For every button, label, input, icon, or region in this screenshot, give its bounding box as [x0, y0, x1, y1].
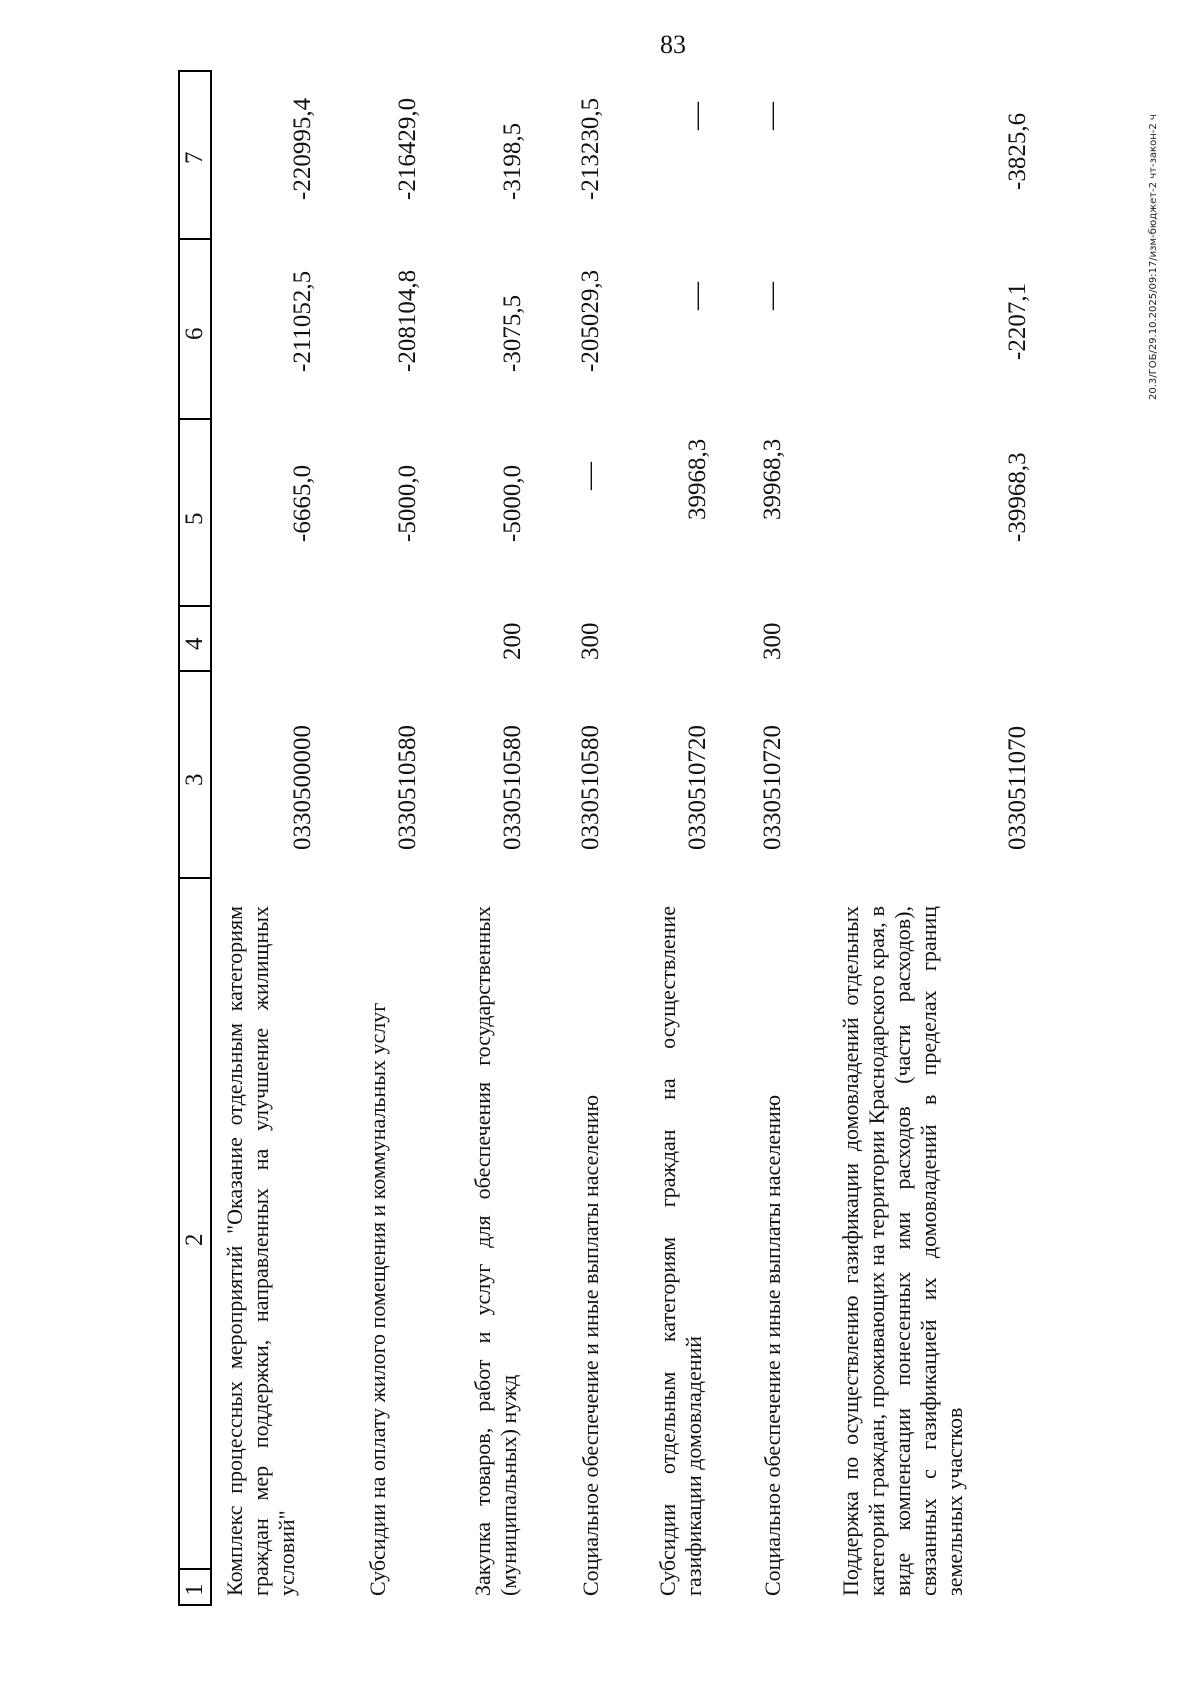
divider-5-6 [178, 418, 212, 420]
page-number: 83 [660, 30, 686, 59]
divider-3-4 [178, 670, 212, 672]
header-left-border [178, 1604, 212, 1606]
divider-1-2 [178, 1568, 212, 1570]
row-2-code: 0330510580 [394, 725, 421, 850]
row-7-code: 0330511070 [1004, 725, 1031, 850]
row-3-code: 0330510580 [499, 725, 526, 850]
row-4-col5: — [574, 462, 605, 490]
row-6-code: 0330510720 [759, 725, 786, 850]
row-6-col6: — [756, 282, 787, 310]
row-1-col5: -6665,0 [289, 464, 316, 542]
row-6-description: Социальное обеспечение и иные выплаты населению [760, 1094, 785, 1596]
row-1-col6: -211052,5 [289, 270, 316, 372]
row-1-col7: -220995,4 [289, 97, 316, 200]
row-7-col5: -39968,3 [1004, 452, 1031, 542]
row-3-col7: -3198,5 [499, 122, 526, 200]
header-top-border [178, 70, 180, 1606]
row-5-code: 0330510720 [684, 725, 711, 850]
row-4-description: Социальное обеспечение и иные выплаты населению [578, 1094, 603, 1596]
footer-file-reference: 20.3/ГОБ/29.10.2025/09:17/изм-бюджет-2 чт-закон-2 ч [1148, 114, 1159, 400]
row-3-type: 200 [499, 622, 526, 660]
divider-4-5 [178, 605, 212, 607]
header-right-border [178, 70, 212, 72]
row-6-type: 300 [759, 622, 786, 660]
row-2-description: Субсидии на оплату жилого помещения и коммунальных услуг [365, 1002, 390, 1596]
row-4-col6: -205029,3 [577, 269, 604, 372]
row-7-col7: -3825,6 [1004, 112, 1031, 190]
row-2-col5: -5000,0 [394, 464, 421, 542]
row-4-col7: -213230,5 [577, 97, 604, 200]
divider-2-3 [178, 877, 212, 879]
row-3-col5: -5000,0 [499, 464, 526, 542]
row-5-col5: 39968,3 [684, 438, 711, 520]
row-3-description: Закупка товаров, работ и услуг для обеспечения государственных (муниципальных) нужд [470, 906, 521, 1596]
header-bottom-border [210, 70, 212, 1606]
row-6-col5: 39968,3 [759, 438, 786, 520]
row-6-col7: — [756, 102, 787, 130]
header-col-1: 1 [181, 1583, 208, 1596]
row-2-col6: -208104,8 [394, 269, 421, 372]
row-5-description: Субсидии отдельным категориям граждан на осуществление газификации домовладений [655, 906, 706, 1596]
row-7-col6: -2207,1 [1004, 282, 1031, 360]
row-7-description: Поддержка по осуществлению газификации домовладений отдельных категорий граждан, проживающих на территории Краснодарского края, в виде компенсации понесенных ими расходов (части расходов), связанных с газификацией их домовладений в пределах границ земельных участков [838, 906, 967, 1596]
header-col-7: 7 [181, 151, 208, 164]
header-col-4: 4 [181, 637, 208, 650]
row-1-code: 0330500000 [289, 725, 316, 850]
divider-6-7 [178, 238, 212, 240]
header-col-5: 5 [181, 512, 208, 525]
row-1-description: Комплекс процессных мероприятий "Оказание отдельным категориям граждан мер поддержки, направленных на улучшение жилищных условий" [222, 906, 299, 1596]
row-4-code: 0330510580 [577, 725, 604, 850]
row-3-col6: -3075,5 [499, 294, 526, 372]
header-col-6: 6 [181, 327, 208, 340]
header-col-3: 3 [181, 773, 208, 786]
row-2-col7: -216429,0 [394, 97, 421, 200]
row-5-col7: — [681, 102, 712, 130]
header-col-2: 2 [181, 1233, 208, 1246]
row-4-type: 300 [577, 622, 604, 660]
row-5-col6: — [681, 282, 712, 310]
